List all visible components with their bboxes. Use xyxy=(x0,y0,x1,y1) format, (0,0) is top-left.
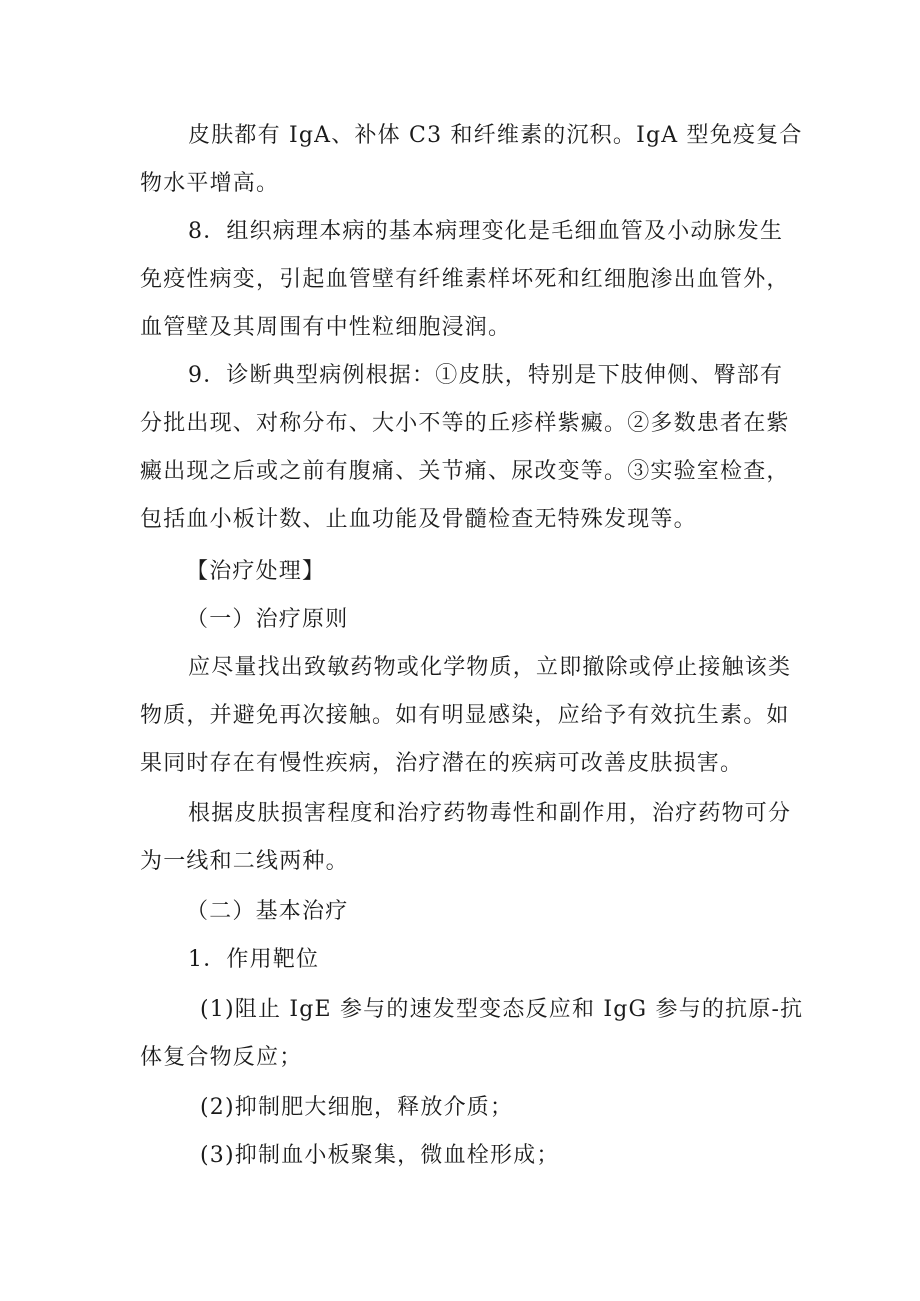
paragraph-2-line-3: 血管壁及其周围有中性粒细胞浸润。 xyxy=(140,315,512,340)
paragraph-3-line-4: 包括血小板计数、止血功能及骨髓检查无特殊发现等。 xyxy=(140,507,697,532)
item-1-line-2: 体复合物反应； xyxy=(140,1045,303,1070)
section-heading-treatment: 【治疗处理】 xyxy=(186,559,326,584)
item-2: (2)抑制肥大细胞，释放介质； xyxy=(200,1095,514,1120)
paragraph-4-line-3: 果同时存在有慢性疾病，治疗潜在的疾病可改善皮肤损害。 xyxy=(140,751,744,776)
subheading-target-sites: 1．作用靶位 xyxy=(188,947,320,972)
paragraph-1-line-2: 物水平增高。 xyxy=(140,171,280,196)
paragraph-5-line-2: 为一线和二线两种。 xyxy=(140,849,349,874)
subheading-treatment-principle: （一）治疗原则 xyxy=(186,607,349,632)
paragraph-2-line-1: 8．组织病理本病的基本病理变化是毛细血管及小动脉发生 xyxy=(188,219,784,244)
paragraph-1-line-1: 皮肤都有 IgA、补体 C3 和纤维素的沉积。IgA 型免疫复合 xyxy=(188,123,803,148)
item-3: (3)抑制血小板聚集，微血栓形成； xyxy=(200,1143,560,1168)
subheading-basic-treatment: （二）基本治疗 xyxy=(186,899,349,924)
paragraph-5-line-1: 根据皮肤损害程度和治疗药物毒性和副作用，治疗药物可分 xyxy=(188,801,792,826)
paragraph-3-line-1: 9．诊断典型病例根据：①皮肤，特别是下肢伸侧、臀部有 xyxy=(188,363,784,388)
item-1-line-1: (1)阻止 IgE 参与的速发型变态反应和 IgG 参与的抗原-抗 xyxy=(200,997,804,1022)
paragraph-3-line-2: 分批出现、对称分布、大小不等的丘疹样紫癜。②多数患者在紫 xyxy=(140,411,790,436)
paragraph-2-line-2: 免疫性病变，引起血管壁有纤维素样坏死和红细胞渗出血管外， xyxy=(140,267,790,292)
paragraph-3-line-3: 癜出现之后或之前有腹痛、关节痛、尿改变等。③实验室检查， xyxy=(140,459,790,484)
paragraph-4-line-2: 物质，并避免再次接触。如有明显感染，应给予有效抗生素。如 xyxy=(140,703,790,728)
paragraph-4-line-1: 应尽量找出致敏药物或化学物质，立即撤除或停止接触该类 xyxy=(188,655,792,680)
